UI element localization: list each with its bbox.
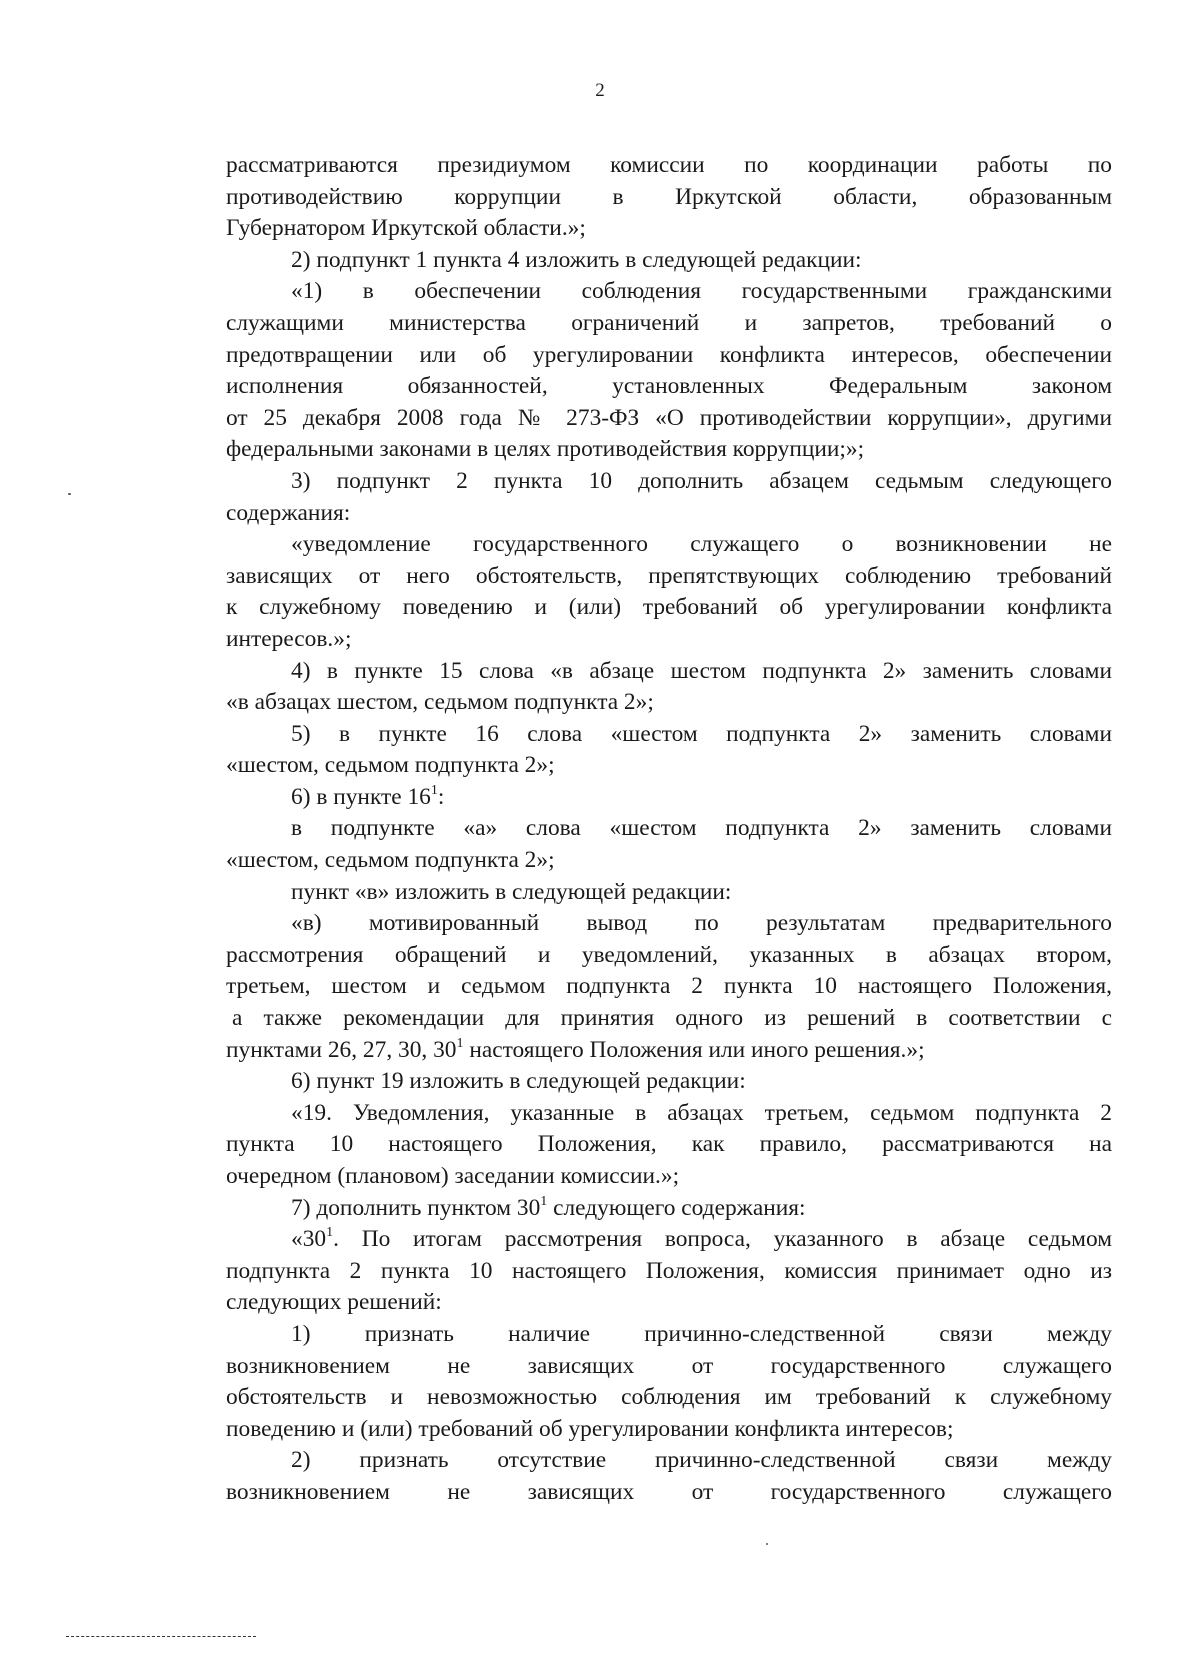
line-text: пунктами 26, 27, 30, 30 [226,1036,457,1063]
line-text: исполнения обязанностей, установленных Федеральным законом [226,373,1112,400]
line-text: очередном (плановом) заседании комиссии.»; [226,1163,680,1189]
text-line [226,403,1112,435]
line-text: а также рекомендации для принятия одного из решений в соответствии с [232,1005,1112,1032]
text-line [226,624,1112,656]
text-line [226,150,1112,182]
line-text-tail: настоящего Положения или иного решения.»; [463,1036,925,1063]
line-text: «уведомление государственного служащего о возникновении не [291,531,1112,558]
line-text: федеральными законами в целях противодействия коррупции;»; [226,436,865,463]
line-text-tail: следующего содержания: [547,1194,806,1221]
text-line [226,1129,1112,1161]
line-text: 6) в пункте 16 [291,783,431,810]
text-line [226,908,1112,940]
footer-divider [66,1636,256,1637]
line-text: предотвращении или об урегулировании конфликта интересов, обеспечении [226,341,1112,368]
line-text: 4) в пункте 15 слова «в абзаце шестом подпункта 2» заменить словами [291,657,1112,684]
line-text: 5) в пункте 16 слова «шестом подпункта 2» заменить словами [291,720,1112,747]
line-text: 7) дополнить пунктом 30 [291,1194,541,1221]
scan-speck [68,493,71,495]
text-line [226,529,1112,561]
line-text: обстоятельств и невозможностью соблюдения им требований к служебному [226,1384,1112,1411]
line-text: зависящих от него обстоятельств, препятствующих соблюдению требований [226,562,1112,589]
text-line [226,434,1112,466]
page-number: 2 [595,80,605,101]
text-line [226,592,1112,624]
text-line [226,719,1112,751]
text-line [226,308,1112,340]
line-text: 6) пункт 19 изложить в следующей редакции: [291,1068,746,1095]
scan-speck [766,1543,768,1545]
text-line [226,1003,1112,1035]
text-line [226,971,1112,1003]
line-text: следующих решений: [226,1289,442,1316]
text-line [226,245,1112,277]
line-text: поведению и (или) требований об урегулировании конфликта интересов; [226,1415,954,1442]
text-line [226,1161,1112,1193]
text-line [226,1066,1112,1098]
text-line [226,466,1112,498]
text-line [226,782,1112,814]
line-text: «шестом, седьмом подпункта 2»; [226,847,555,874]
text-line [226,213,1112,245]
line-text: от 25 декабря 2008 года № 273-ФЗ «О противодействии коррупции», другими [226,404,1112,431]
text-line [226,656,1112,688]
line-text: «1) в обеспечении соблюдения государственными гражданскими [291,278,1112,305]
line-text: служащими министерства ограничений и запретов, требований о [226,309,1112,336]
line-text: «шестом, седьмом подпункта 2»; [226,752,555,779]
line-text: рассмотрения обращений и уведомлений, указанных в абзацах втором, [226,941,1112,968]
line-text: в подпункте «а» слова «шестом подпункта 2» заменить словами [291,815,1112,842]
text-line [226,1445,1112,1477]
line-text: пункта 10 настоящего Положения, как правило, рассматриваются на [226,1131,1112,1158]
text-line [226,1477,1112,1509]
line-text: третьем, шестом и седьмом подпункта 2 пункта 10 настоящего Положения, [226,973,1112,1000]
line-text: 1) признать наличие причинно-следственной связи между [291,1320,1112,1347]
text-line [226,340,1112,372]
line-text: подпункта 2 пункта 10 настоящего Положения, комиссия принимает одно из [226,1257,1112,1284]
text-line [226,750,1112,782]
text-line [226,813,1112,845]
superscript: 1 [430,783,438,799]
line-text: к служебному поведению и (или) требований об урегулировании конфликта [226,594,1112,621]
text-line [226,1035,1112,1067]
line-text: рассматриваются президиумом комиссии по координации работы по [226,152,1112,178]
text-line [226,1256,1112,1288]
superscript: 1 [456,1035,464,1051]
text-line [226,1287,1112,1319]
text-line [226,687,1112,719]
text-line [226,940,1112,972]
superscript: 1 [540,1193,548,1209]
text-line [226,1351,1112,1383]
line-text: 2) признать отсутствие причинно-следственной связи между [291,1447,1112,1474]
line-text: интересов.»; [226,625,352,652]
line-text: «19. Уведомления, указанные в абзацах третьем, седьмом подпункта 2 [291,1099,1112,1126]
line-text: «30 [291,1226,327,1253]
text-line [226,1224,1112,1256]
text-line [226,371,1112,403]
text-line [226,182,1112,214]
line-text: 3) подпункт 2 пункта 10 дополнить абзацем седьмым следующего [291,467,1112,494]
line-text: содержания: [226,499,351,526]
line-text: возникновением не зависящих от государственного служащего [226,1352,1112,1379]
line-text: Губернатором Иркутской области.»; [226,215,586,242]
text-line [226,877,1112,909]
line-text: пункт «в» изложить в следующей редакции: [291,878,732,905]
line-text: «в) мотивированный вывод по результатам предварительного [291,910,1112,937]
document-body [226,150,1112,1509]
superscript: 1 [326,1225,334,1241]
text-line [226,561,1112,593]
line-text: противодействию коррупции в Иркутской области, образованным [226,183,1112,210]
text-line [226,498,1112,530]
text-line [226,1098,1112,1130]
line-text-tail: . По итогам рассмотрения вопроса, указанного в абзаце седьмом [333,1226,1112,1253]
line-text: возникновением не зависящих от государственного служащего [226,1478,1112,1505]
line-text: «в абзацах шестом, седьмом подпункта 2»; [226,689,654,716]
line-text: 2) подпункт 1 пункта 4 изложить в следующей редакции: [291,246,862,273]
text-line [226,1382,1112,1414]
text-line [226,276,1112,308]
text-line [226,1414,1112,1446]
text-line [226,1193,1112,1225]
text-line [226,845,1112,877]
text-line [226,1319,1112,1351]
line-text-tail: : [437,783,445,810]
